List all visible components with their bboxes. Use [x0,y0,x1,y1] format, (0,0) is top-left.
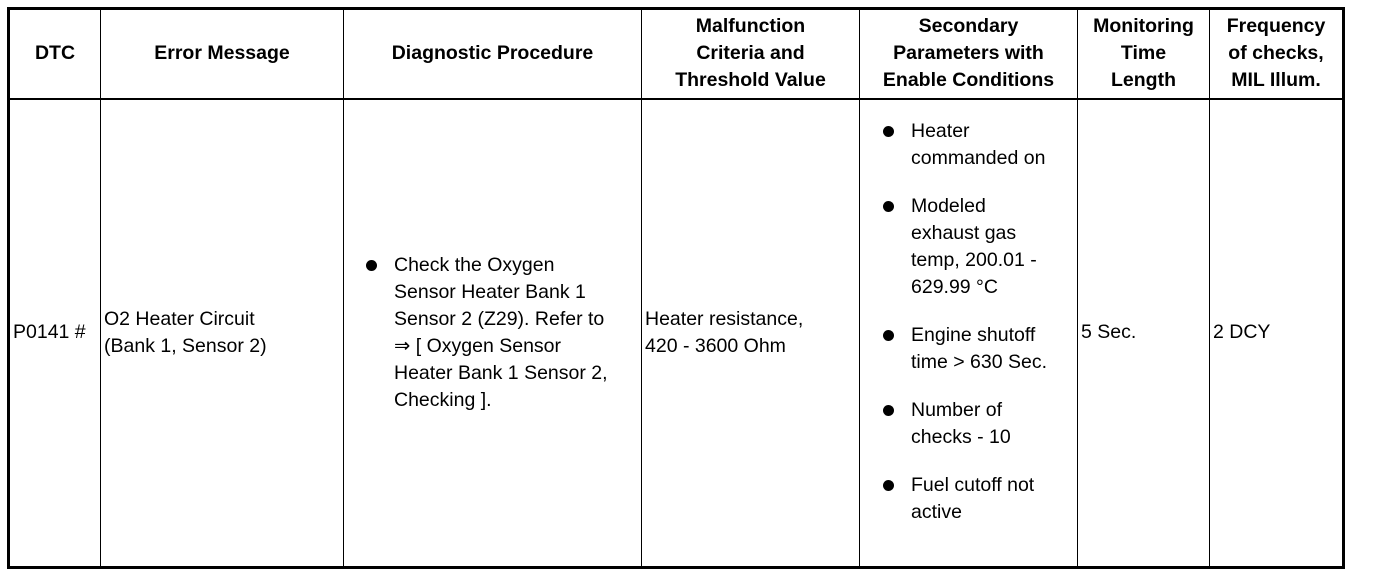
dtc-table [7,7,1345,569]
header-dtc: DTC [9,9,101,99]
cell-secondary-parameters [860,99,1078,568]
list-item: Engine shutoff time > 630 Sec. [863,322,1074,376]
list-item: Check the Oxygen Sensor Heater Bank 1 Sensor 2 (Z29). Refer to ⇒ [ Oxygen Sensor Heater Bank 1 Sensor 2, Checking ]. [347,252,638,414]
header-malfunction-criteria: Malfunction Criteria and Threshold Value [642,9,860,99]
list-item: Modeled exhaust gas temp, 200.01 - 629.99 °C [863,193,1074,301]
bullet-icon [883,480,894,491]
cell-malfunction-criteria: Heater resistance, 420 - 3600 Ohm [642,99,860,568]
header-diagnostic-procedure: Diagnostic Procedure [344,9,642,99]
bullet-icon [883,330,894,341]
header-frequency: Frequency of checks, MIL Illum. [1210,9,1344,99]
bullet-icon [883,126,894,137]
cell-diagnostic-procedure [344,99,642,568]
cell-frequency: 2 DCY [1210,99,1344,568]
procedure-list [347,252,638,414]
table-row [9,99,1344,568]
cell-monitoring-time: 5 Sec. [1078,99,1210,568]
list-item: Number of checks - 10 [863,397,1074,451]
header-row [9,9,1344,99]
bullet-icon [366,260,377,271]
bullet-icon [883,405,894,416]
header-secondary-parameters: Secondary Parameters with Enable Conditions [860,9,1078,99]
secondary-parameters-list [863,118,1074,526]
cell-dtc: P0141 # [9,99,101,568]
header-monitoring-time: Monitoring Time Length [1078,9,1210,99]
cell-error-message: O2 Heater Circuit (Bank 1, Sensor 2) [101,99,344,568]
list-item: Fuel cutoff not active [863,472,1074,526]
header-error-message: Error Message [101,9,344,99]
list-item: Heater commanded on [863,118,1074,172]
bullet-icon [883,201,894,212]
